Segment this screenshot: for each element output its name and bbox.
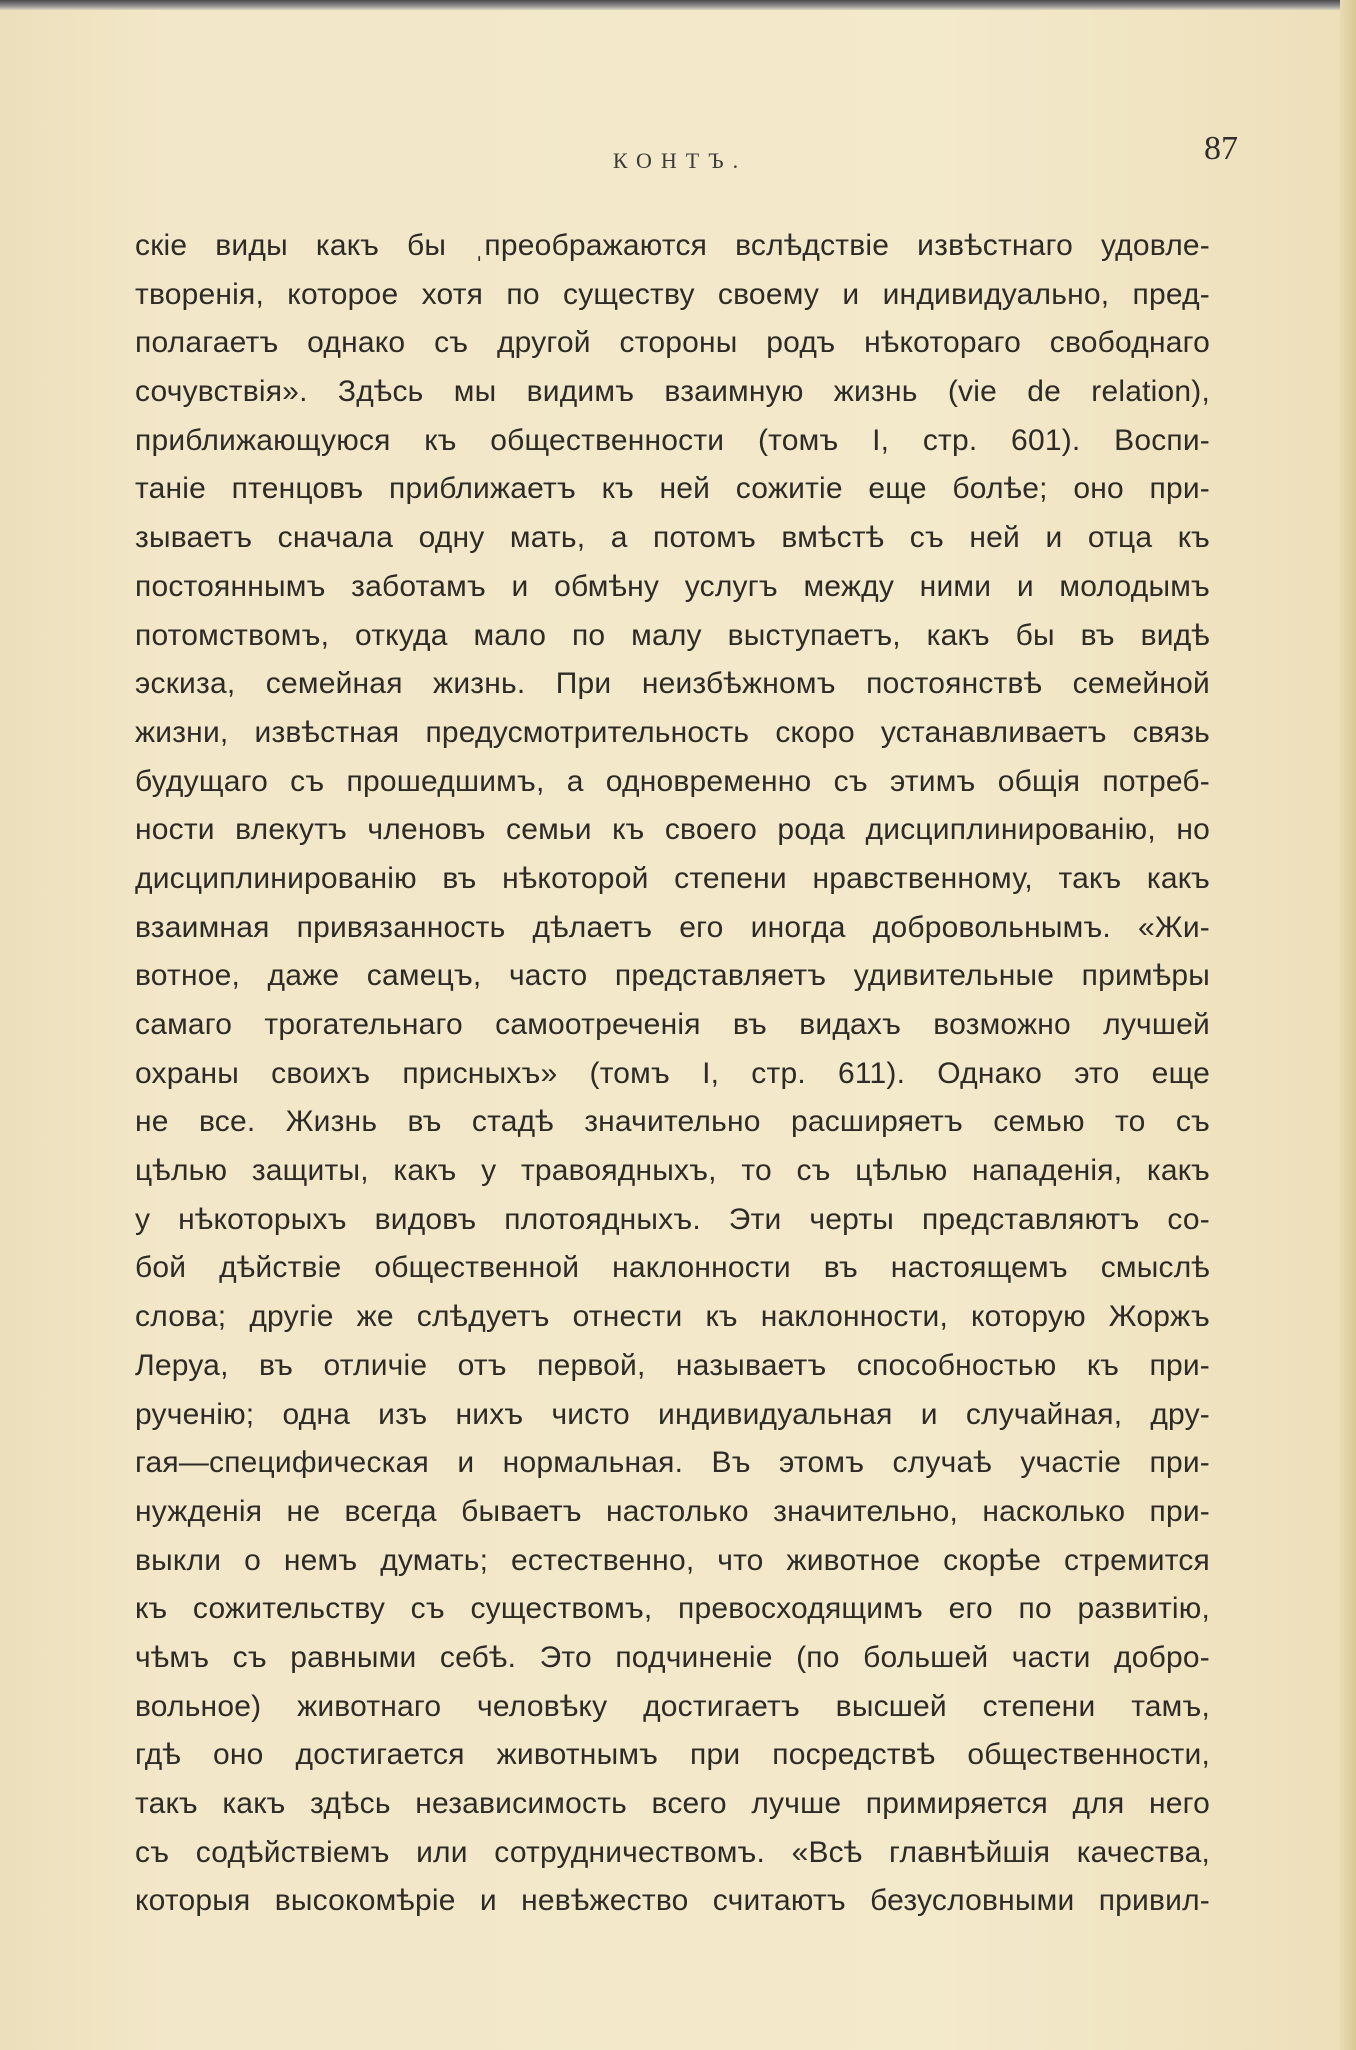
- text-line: дисциплинированію въ нѣкоторой степени нравственному, такъ какъ: [135, 861, 1210, 895]
- text-line: потомствомъ, откуда мало по малу выступаетъ, какъ бы въ видѣ: [135, 618, 1210, 652]
- text-line: выкли о немъ думать; естественно, что животное скорѣе стремится: [135, 1543, 1210, 1577]
- text-line: полагаетъ однако съ другой стороны родъ нѣкотораго свободнаго: [135, 326, 1210, 360]
- text-line: таніе птенцовъ приближаетъ къ ней сожитіе еще болѣе; оно при-: [135, 472, 1210, 506]
- text-line: Леруа, въ отличіе отъ первой, называетъ способностью къ при-: [135, 1348, 1210, 1382]
- text-line: слова; другіе же слѣдуетъ отнести къ наклонности, которую Жоржъ: [135, 1300, 1210, 1334]
- scan-top-border: [0, 0, 1356, 10]
- text-line: рученію; одна изъ нихъ чисто индивидуальная и случайная, дру-: [135, 1397, 1210, 1431]
- text-line: будущаго съ прошедшимъ, а одновременно съ этимъ общія потреб-: [135, 764, 1210, 798]
- running-head: КОНТЪ.: [612, 148, 748, 173]
- text-line: жизни, извѣстная предусмотрительность скоро устанавливаетъ связь: [135, 715, 1210, 749]
- text-line: у нѣкоторыхъ видовъ плотоядныхъ. Эти черты представляютъ со-: [135, 1202, 1210, 1236]
- page-edge-shadow: [1340, 0, 1356, 2050]
- text-line: сочувствія». Здѣсь мы видимъ взаимную жизнь (vie de relation),: [135, 375, 1210, 409]
- text-line: творенія, которое хотя по существу своему и индивидуально, пред-: [135, 277, 1210, 311]
- text-line: такъ какъ здѣсь независимость всего лучше примиряется для него: [135, 1787, 1210, 1820]
- text-line: зываетъ сначала одну мать, а потомъ вмѣстѣ съ ней и отца къ: [135, 521, 1210, 555]
- text-line: которыя высокомѣріе и невѣжество считаютъ безусловными привил-: [135, 1884, 1210, 1918]
- text-line: приближающуюся къ общественности (томъ I, стр. 601). Воспи-: [135, 423, 1210, 457]
- text-line: охраны своихъ присныхъ» (томъ I, стр. 611). Однако это еще: [135, 1056, 1210, 1090]
- text-line: скіе виды какъ бы ˌпреображаются вслѣдствіе извѣстнаго удовле-: [135, 229, 1210, 262]
- text-line: гая—специфическая и нормальная. Въ этомъ случаѣ участіе при-: [135, 1446, 1210, 1480]
- text-line: самаго трогательнаго самоотреченія въ видахъ возможно лучшей: [135, 1008, 1210, 1041]
- text-line: съ содѣйствіемъ или сотрудничествомъ. «Всѣ главнѣйшія качества,: [135, 1835, 1210, 1869]
- text-line: цѣлью защиты, какъ у травоядныхъ, то съ цѣлью нападенія, какъ: [135, 1154, 1210, 1188]
- body-text: [135, 222, 1210, 1926]
- text-line: вотное, даже самецъ, часто представляетъ удивительные примѣры: [135, 959, 1210, 993]
- page-number: 87: [1204, 130, 1238, 167]
- text-line: гдѣ оно достигается животнымъ при посредствѣ общественности,: [135, 1738, 1210, 1772]
- text-line: чѣмъ съ равными себѣ. Это подчиненіе (по большей части добро-: [135, 1640, 1210, 1674]
- text-line: взаимная привязанность дѣлаетъ его иногда добровольнымъ. «Жи-: [135, 910, 1210, 944]
- text-line: нужденія не всегда бываетъ настолько значительно, насколько при-: [135, 1494, 1210, 1528]
- text-line: постояннымъ заботамъ и обмѣну услугъ между ними и молодымъ: [135, 569, 1210, 603]
- text-line: ности влекутъ членовъ семьи къ своего рода дисциплинированію, но: [135, 813, 1210, 847]
- text-line: вольное) животнаго человѣку достигаетъ высшей степени тамъ,: [135, 1689, 1210, 1723]
- text-line: къ сожительству съ существомъ, превосходящимъ его по развитію,: [135, 1592, 1210, 1626]
- text-line: бой дѣйствіе общественной наклонности въ настоящемъ смыслѣ: [135, 1251, 1210, 1285]
- text-line: эскиза, семейная жизнь. При неизбѣжномъ постоянствѣ семейной: [135, 667, 1210, 701]
- text-line: не все. Жизнь въ стадѣ значительно расширяетъ семью то съ: [135, 1105, 1210, 1139]
